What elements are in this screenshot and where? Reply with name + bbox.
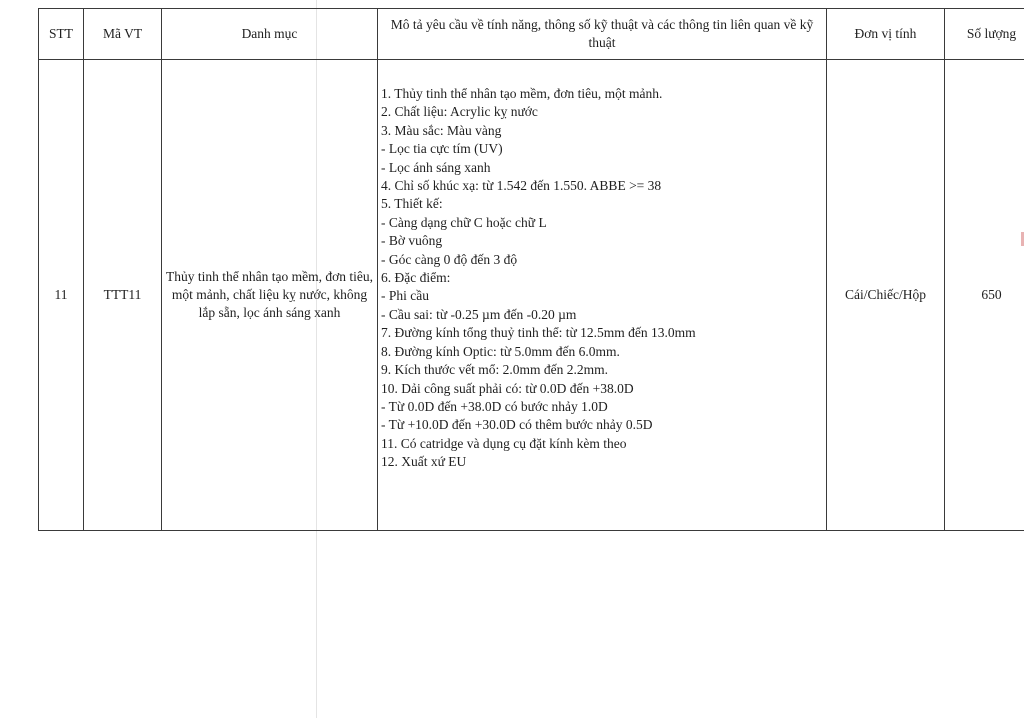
desc-line: - Cầu sai: từ -0.25 µm đến -0.20 µm [381,306,577,322]
table-header-row [39,9,1024,60]
cell-mo-ta [378,60,827,531]
desc-line: - Bờ vuông [381,233,443,249]
desc-line: 3. Màu sắc: Màu vàng [381,122,502,138]
desc-line: - Phi cầu [381,288,429,304]
desc-line: - Từ +10.0D đến +30.0D có thêm bước nhảy 0.5D [381,417,653,433]
desc-line: 4. Chỉ số khúc xạ: từ 1.542 đến 1.550. ABBE >= 38 [381,178,662,194]
cell-don-vi-tinh: Cái/Chiếc/Hộp [827,60,945,531]
desc-line: 10. Dải công suất phải có: từ 0.0D đến +38.0D [381,380,634,396]
desc-line: 7. Đường kính tổng thuỷ tinh thể: từ 12.5mm đến 13.0mm [381,325,696,341]
cell-ma-vt: TTT11 [84,60,162,531]
cell-danh-muc: Thủy tinh thể nhân tạo mềm, đơn tiêu, một mảnh, chất liệu kỵ nước, không lắp sẵn, lọc ánh sáng xanh [162,60,378,531]
desc-line: - Từ 0.0D đến +38.0D có bước nhảy 1.0D [381,398,608,414]
table-row [39,60,1024,531]
header-don-vi-tinh: Đơn vị tính [827,9,945,60]
header-mo-ta: Mô tả yêu cầu về tính năng, thông số kỹ thuật và các thông tin liên quan về kỹ thuật [378,9,827,60]
specification-table [38,8,1024,531]
cell-stt: 11 [39,60,84,531]
desc-line: 6. Đặc điểm: [381,270,451,286]
desc-line: - Càng dạng chữ C hoặc chữ L [381,214,547,230]
header-so-luong: Số lượng [945,9,1024,60]
desc-line: 1. Thủy tinh thể nhân tạo mềm, đơn tiêu, một mảnh. [381,86,663,101]
cell-so-luong: 650 [945,60,1024,531]
desc-line: 11. Có catridge và dụng cụ đặt kính kèm theo [381,435,627,451]
desc-line: 2. Chất liệu: Acrylic kỵ nước [381,104,538,120]
desc-line: 9. Kích thước vết mổ: 2.0mm đến 2.2mm. [381,362,609,378]
desc-line: 8. Đường kính Optic: từ 5.0mm đến 6.0mm. [381,343,620,359]
header-ma-vt: Mã VT [84,9,162,60]
desc-line: 12. Xuất xứ EU [381,454,467,470]
desc-line: 5. Thiết kế: [381,196,443,212]
header-danh-muc: Danh mục [162,9,378,60]
desc-line: - Lọc tia cực tím (UV) [381,141,503,157]
desc-line: - Lọc ánh sáng xanh [381,159,491,175]
desc-line: - Góc càng 0 độ đến 3 độ [381,251,518,267]
header-stt: STT [39,9,84,60]
